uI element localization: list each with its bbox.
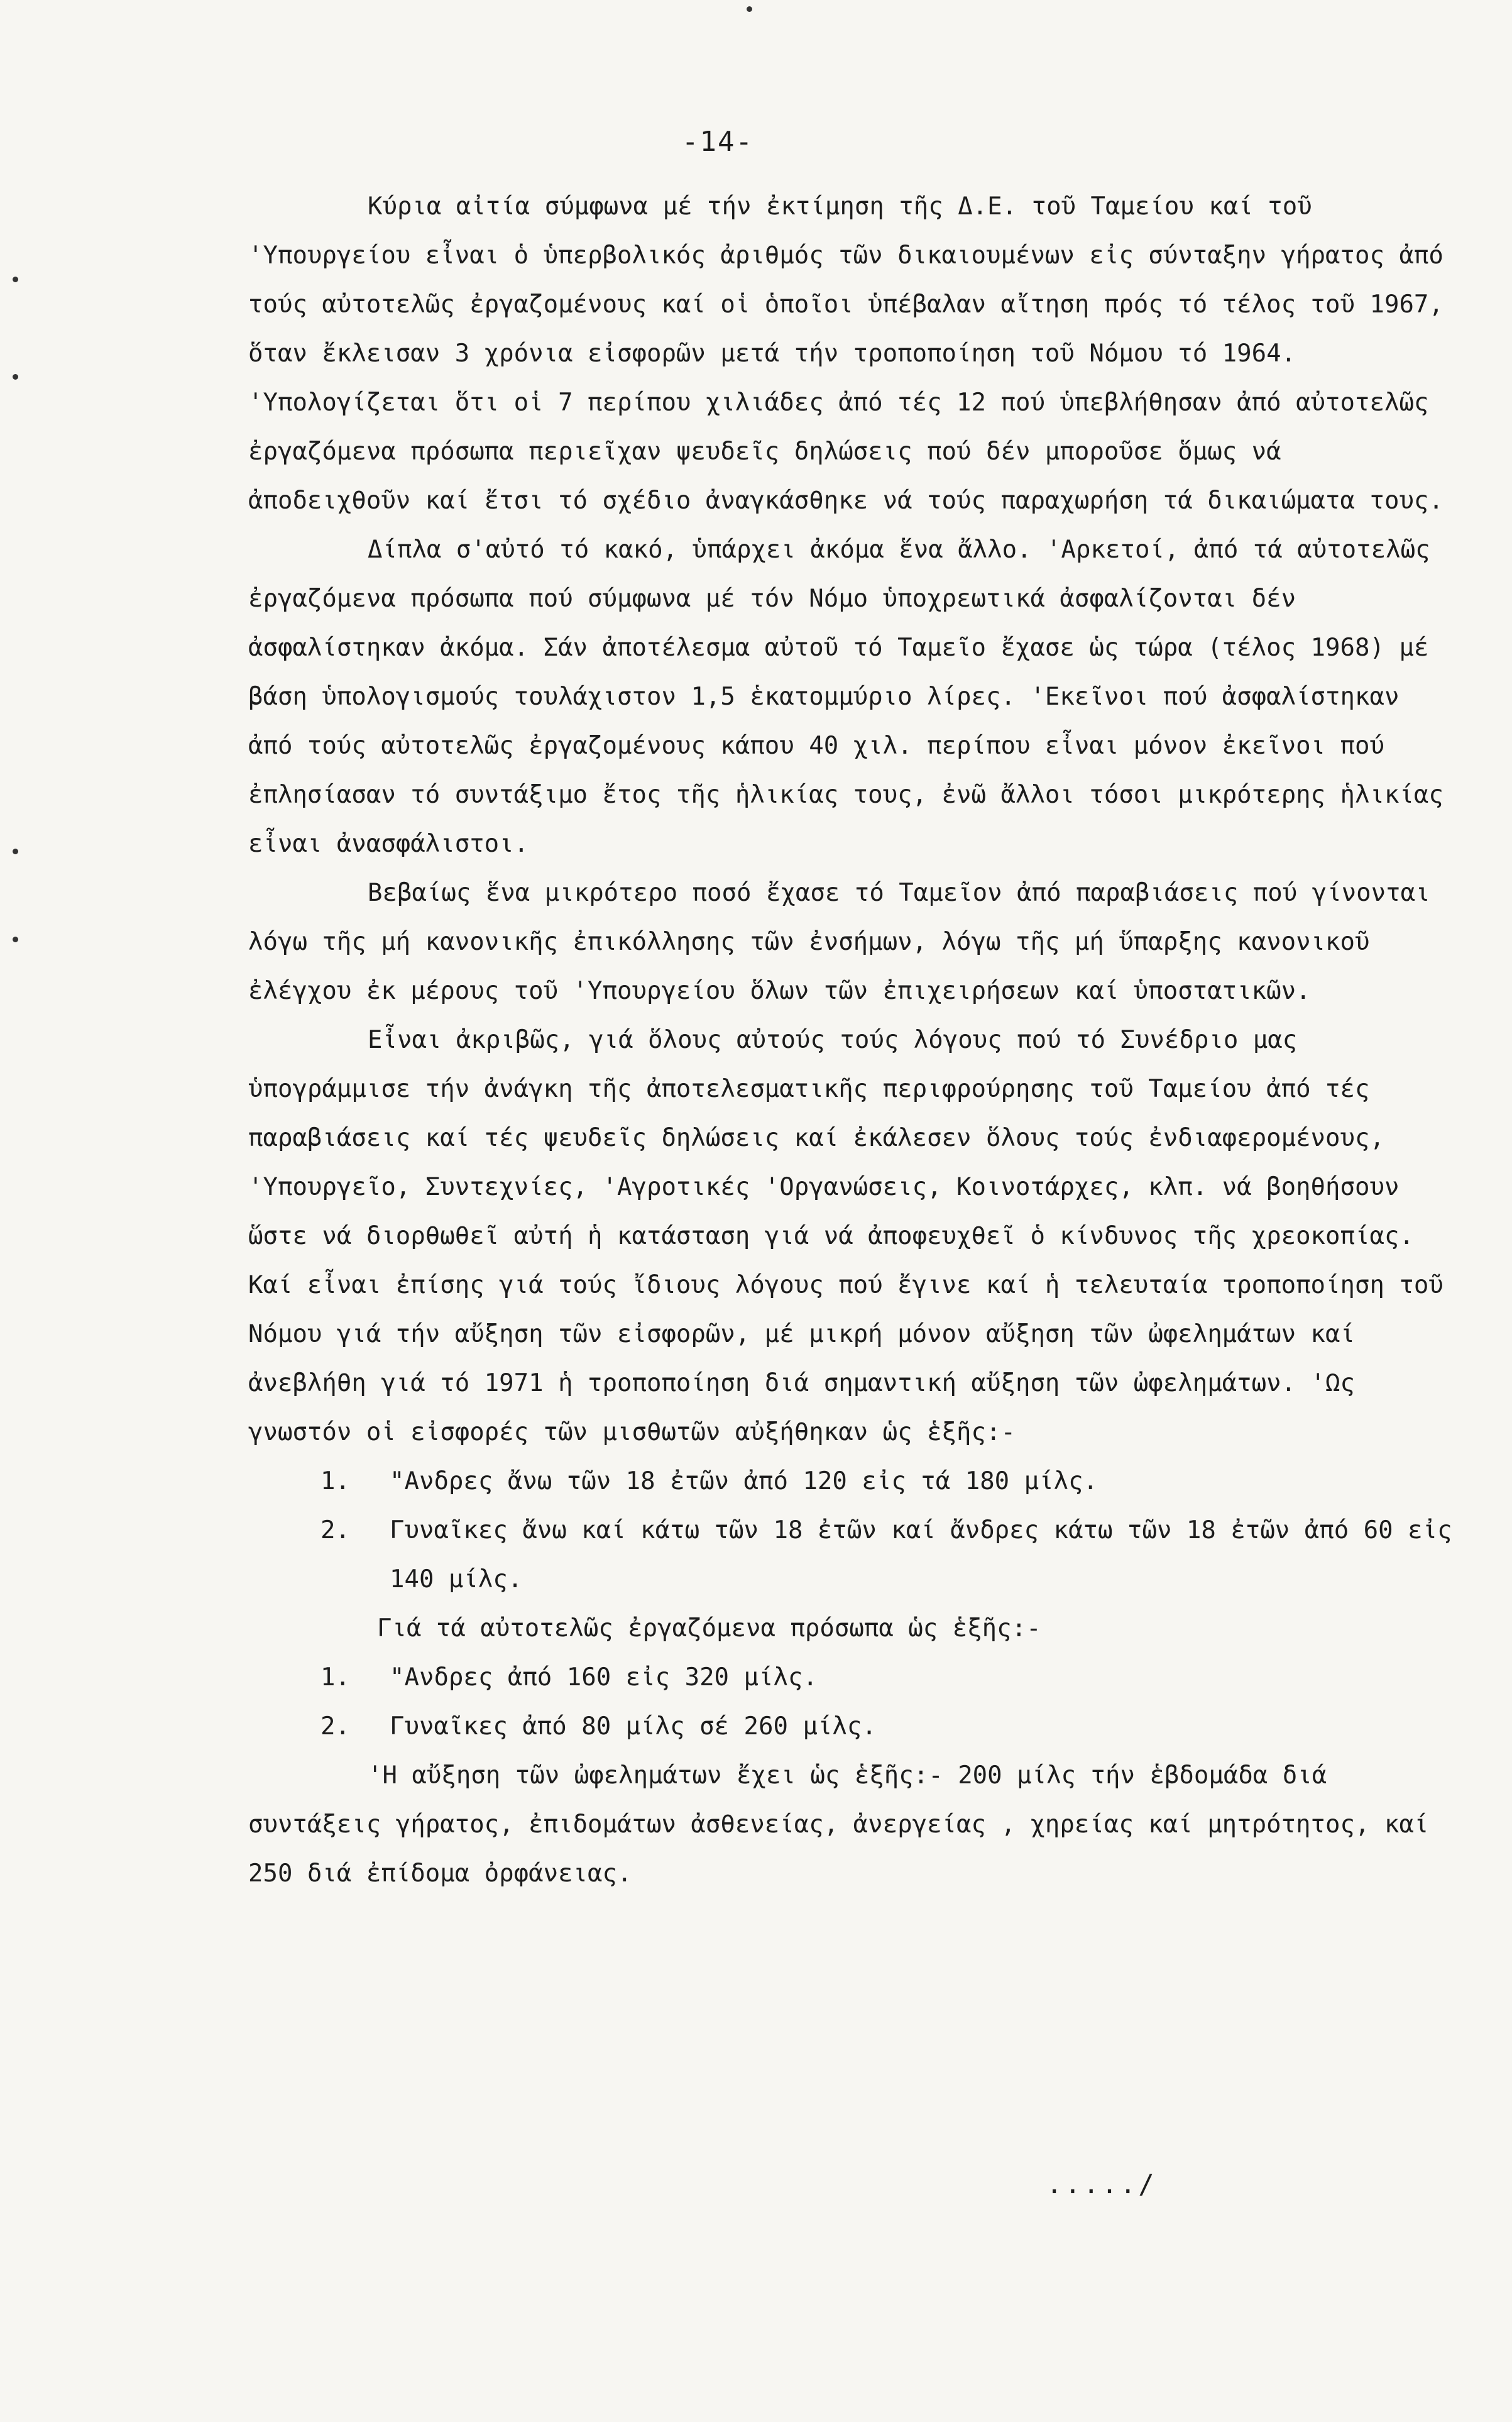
list-number: 1.	[320, 1663, 350, 1692]
list-number: 1.	[320, 1467, 350, 1495]
margin-mark	[13, 849, 18, 854]
self-employed-heading: Γιά τά αὐτοτελῶς ἐργαζόμενα πρόσωπα ὡς ἑξῆς:-	[377, 1614, 1041, 1643]
list-text: Γυναῖκες ἀπό 80 μίλς σέ 260 μίλς.	[390, 1712, 877, 1741]
margin-mark	[747, 6, 752, 12]
document-body	[248, 182, 1455, 1898]
paragraph: Κύρια αἰτία σύμφωνα μέ τήν ἐκτίμηση τῆς Δ.Ε. τοῦ Ταμείου καί τοῦ 'Υπουργείου εἶναι ὁ ὑπερβολικός ἀριθμός τῶν δικαιουμένων εἰς σύνταξην γήρατος ἀπό τούς αὐτοτελῶς ἐργαζομένους καί οἱ ὁποῖοι ὑπέβαλαν αἴτηση πρός τό τέλος τοῦ 1967, ὅταν ἔκλεισαν 3 χρόνια εἰσφορῶν μετά τήν τροποποίηση τοῦ Νόμου τό 1964. 'Υπολογίζεται ὅτι οἱ 7 περίπου χιλιάδες ἀπό τές 12 πού ὑπεβλήθησαν ἀπό αὐτοτελῶς ἐργαζόμενα πρόσωπα περιεῖχαν ψευδεῖς δηλώσεις πού δέν μποροῦσε ὅμως νά ἀποδειχθοῦν καί ἔτσι τό σχέδιο ἀναγκάσθηκε νά τούς παραχωρήση τά δικαιώματα τους.	[248, 192, 1444, 515]
continuation-mark: .....∕	[1046, 2169, 1157, 2199]
list-text: "Ανδρες ἄνω τῶν 18 ἐτῶν ἀπό 120 εἰς τά 180 μίλς.	[390, 1467, 1098, 1495]
margin-mark	[13, 277, 18, 282]
margin-mark	[13, 937, 18, 942]
list-number: 2.	[320, 1712, 350, 1741]
list-number: 2.	[320, 1516, 350, 1544]
list-item	[320, 1702, 1455, 1751]
paragraph: Δίπλα σ'αὐτό τό κακό, ὑπάρχει ἀκόμα ἕνα ἄλλο. 'Αρκετοί, ἀπό τά αὐτοτελῶς ἐργαζόμενα πρόσωπα πού σύμφωνα μέ τόν Νόμο ὑποχρεωτικά ἀσφαλίζονται δέν ἀσφαλίστηκαν ἀκόμα. Σάν ἀποτέλεσμα αὐτοῦ τό Ταμεῖο ἔχασε ὡς τώρα (τέλος 1968) μέ βάση ὑπολογισμούς τουλάχιστον 1,5 ἑκατομμύριο λίρες. 'Εκεῖνοι πού ἀσφαλίστηκαν ἀπό τούς αὐτοτελῶς ἐργαζομένους κάπου 40 χιλ. περίπου εἶναι μόνον ἐκεῖνοι πού ἐπλησίασαν τό συντάξιμο ἔτος τῆς ἡλικίας τους, ἐνῶ ἄλλοι τόσοι μικρότερης ἡλικίας εἶναι ἀνασφάλιστοι.	[248, 536, 1444, 858]
self-employed-contributions-list	[248, 1653, 1455, 1751]
paragraph: Εἶναι ἀκριβῶς, γιά ὅλους αὐτούς τούς λόγους πού τό Συνέδριο μας ὑπογράμμισε τήν ἀνάγκη τῆς ἀποτελεσματικῆς περιφρούρησης τοῦ Ταμείου ἀπό τές παραβιάσεις καί τές ψευδεῖς δηλώσεις καί ἐκάλεσεν ὅλους τούς ἐνδιαφερομένους, 'Υπουργεῖο, Συντεχνίες, 'Αγροτικές 'Οργανώσεις, Κοινοτάρχες, κλπ. νά βοηθήσουν ὥστε νά διορθωθεῖ αὐτή ἡ κατάσταση γιά νά ἀποφευχθεῖ ὁ κίνδυνος τῆς χρεοκοπίας. Καί εἶναι ἐπίσης γιά τούς ἴδιους λόγους πού ἔγινε καί ἡ τελευταία τροποποίηση τοῦ Νόμου γιά τήν αὔξηση τῶν εἰσφορῶν, μέ μικρή μόνον αὔξηση τῶν ὠφελημάτων καί ἀνεβλήθη γιά τό 1971 ἡ τροποποίηση διά σημαντική αὔξηση τῶν ὠφελημάτων. 'Ως γνωστόν οἱ εἰσφορές τῶν μισθωτῶν αὐξήθηκαν ὡς ἑξῆς:-	[248, 1026, 1444, 1446]
margin-mark	[13, 374, 18, 380]
paragraph: Βεβαίως ἕνα μικρότερο ποσό ἔχασε τό Ταμεῖον ἀπό παραβιάσεις πού γίνονται λόγω τῆς μή κανονικῆς ἐπικόλλησης τῶν ἐνσήμων, λόγω τῆς μή ὕπαρξης κανονικοῦ ἐλέγχου ἐκ μέρους τοῦ 'Υπουργείου ὅλων τῶν ἐπιχειρήσεων καί ὑποστατικῶν.	[248, 879, 1430, 1005]
list-text: "Ανδρες ἀπό 160 εἰς 320 μίλς.	[390, 1663, 818, 1692]
list-text: Γυναῖκες ἄνω καί κάτω τῶν 18 ἐτῶν καί ἄνδρες κάτω τῶν 18 ἐτῶν ἀπό 60 εἰς 140 μίλς.	[390, 1516, 1452, 1594]
list-item	[320, 1506, 1455, 1604]
closing-paragraph: 'Η αὔξηση τῶν ὠφελημάτων ἔχει ὡς ἑξῆς:- 200 μίλς τήν ἑβδομάδα διά συντάξεις γήρατος, ἐπιδομάτων ἀσθενείας, ἀνεργείας , χηρείας καί μητρότητος, καί 250 διά ἐπίδομα ὀρφάνειας.	[248, 1761, 1429, 1888]
employee-contributions-list	[248, 1457, 1455, 1604]
page-number: -14-	[682, 126, 753, 158]
list-item	[320, 1457, 1455, 1506]
list-item	[320, 1653, 1455, 1702]
